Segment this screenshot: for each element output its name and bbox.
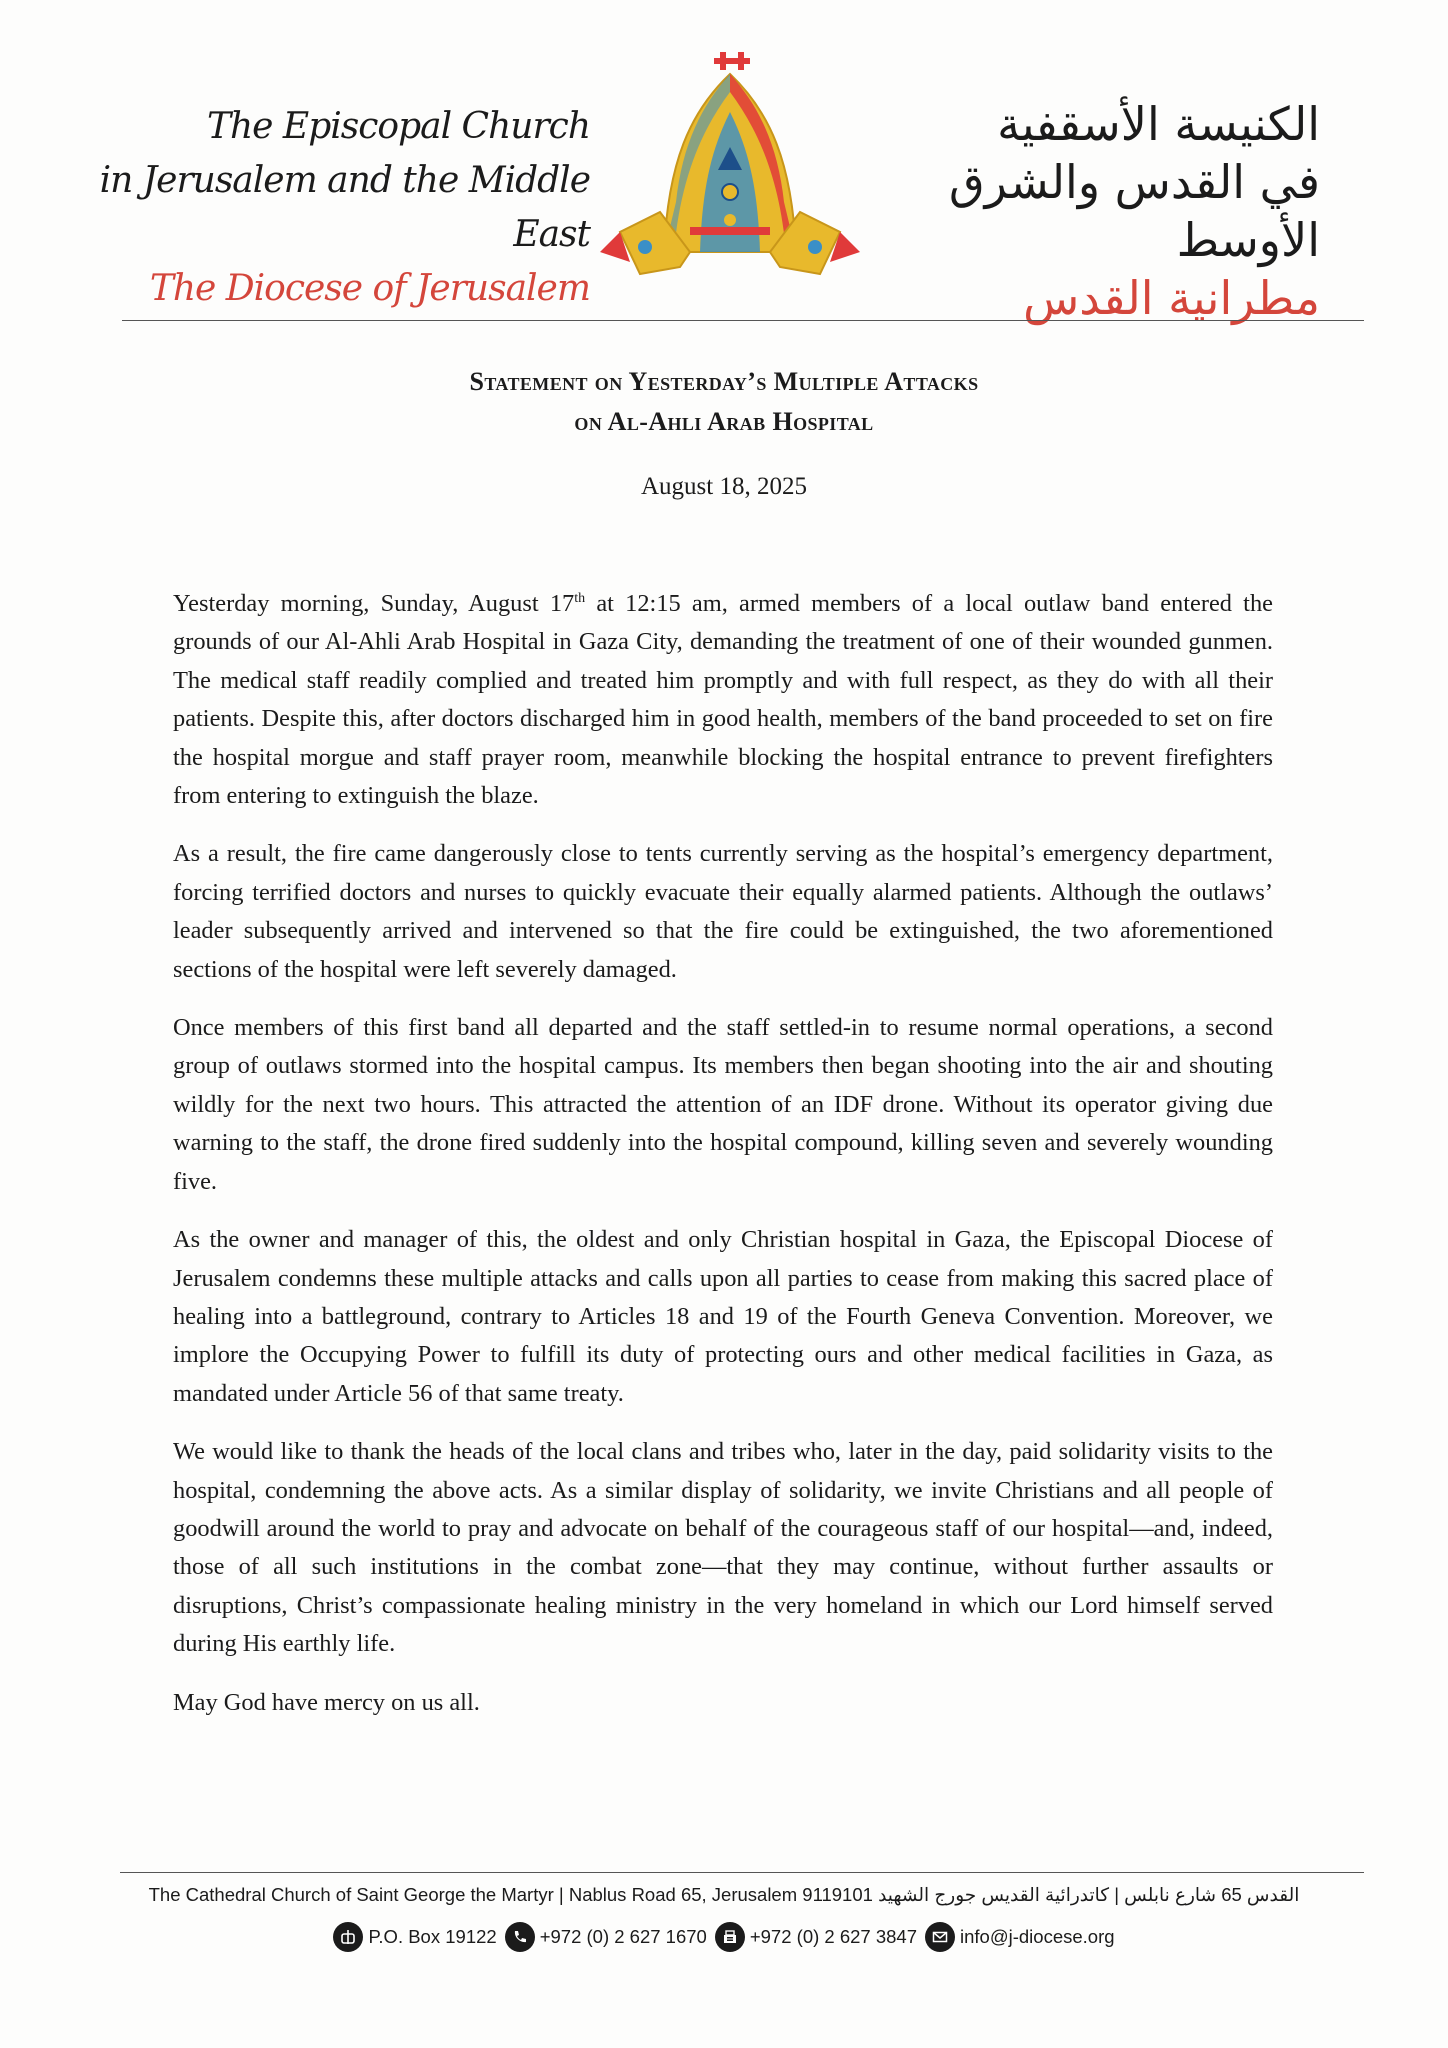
phone-icon	[505, 1922, 535, 1952]
title-line2: on Al-Ahli Arab Hospital	[574, 407, 874, 436]
church-name-line2: in Jerusalem and the Middle East	[99, 160, 590, 255]
arabic-heading	[900, 95, 1320, 327]
paragraph-6: May God have mercy on us all.	[173, 1688, 480, 1716]
pobox-icon	[333, 1922, 363, 1952]
footer-contacts	[0, 1922, 1448, 1952]
p1-start: Yesterday morning, Sunday, August 17	[173, 590, 575, 617]
diocese-name: The Diocese of Jerusalem	[149, 268, 590, 309]
paragraph-1	[173, 585, 1273, 815]
mitre-logo	[590, 52, 870, 292]
paragraph-5: We would like to thank the heads of the local clans and tribes who, later in the day, paid solidarity visits to the hospital, condemning the above acts. As a similar display of solidarity, we invite Christians and all people of goodwill around the world to pray and advocate on behalf of the courageous staff of our hospital—and, indeed, those of all such institutions in the combat zone—that they may continue, without further assaults or disruptions, Christ’s compassionate healing ministry in the very homeland in which our Lord himself served during His earthly life.	[173, 1438, 1273, 1658]
english-heading	[70, 100, 590, 316]
phone-text[interactable]: +972 (0) 2 627 1670	[539, 1926, 707, 1947]
fax-icon	[715, 1922, 745, 1952]
paragraph-3: Once members of this first band all departed and the staff settled-in to resume normal operations, a second group of outlaws stormed into the hospital campus. Its members then began shooting into the air and shouting wildly for the next two hours. This attracted the attention of an IDF drone. Without its operator giving due warning to the staff, the drone fired suddenly into the hospital compound, killing seven and severely wounding five.	[173, 1014, 1273, 1195]
email-link[interactable]: info@j-diocese.org	[960, 1926, 1115, 1947]
footer-divider	[120, 1872, 1364, 1873]
letterhead	[0, 0, 1448, 325]
p1-rest: at 12:15 am, armed members of a local outlaw band entered the grounds of our Al-Ahli Arab Hospital in Gaza City, demanding the treatment of one of their wounded gunmen. The medical staff readily complied and treated him promptly and with full respect, as they do with all their patients. Despite this, after doctors discharged him in good health, members of the band proceeded to set on fire the hospital morgue and staff prayer room, meanwhile blocking the hospital entrance to prevent firefighters from entering to extinguish the blaze.	[173, 590, 1273, 810]
fax-text: +972 (0) 2 627 3847	[749, 1926, 917, 1947]
paragraph-2: As a result, the fire came dangerously close to tents currently serving as the hospital’s emergency department, forcing terrified doctors and nurses to quickly evacuate their equally alarmed patients. Although the outlaws’ leader subsequently arrived and intervened so that the fire could be extinguished, the two aforementioned sections of the hospital were left severely damaged.	[173, 840, 1273, 983]
pobox-text: P.O. Box 19122	[368, 1926, 497, 1947]
church-name-line1: The Episcopal Church	[206, 106, 590, 147]
footer-address: The Cathedral Church of Saint George the Martyr | Nablus Road 65, Jerusalem 9119101 القدس 65 شارع نابلس | كاتدرائية القديس جورج الشهيد	[148, 1884, 1300, 1905]
statement-title	[0, 362, 1448, 442]
p1-superscript: th	[574, 590, 586, 606]
title-line1: Statement on Yesterday’s Multiple Attacks	[469, 367, 979, 396]
arabic-line3: مطرانية القدس	[1023, 271, 1320, 325]
email-icon	[925, 1922, 955, 1952]
arabic-line1: الكنيسة الأسقفية	[997, 97, 1320, 151]
statement-date: August 18, 2025	[641, 473, 807, 500]
paragraph-4: As the owner and manager of this, the oldest and only Christian hospital in Gaza, the Episcopal Diocese of Jerusalem condemns these multiple attacks and calls upon all parties to cease from making this sacred place of healing into a battleground, contrary to Articles 18 and 19 of the Fourth Geneva Convention. Moreover, we implore the Occupying Power to fulfill its duty of protecting ours and other medical facilities in Gaza, as mandated under Article 56 of that same treaty.	[173, 1226, 1273, 1407]
arabic-line2: في القدس والشرق الأوسط	[948, 155, 1320, 267]
header-divider	[122, 320, 1364, 321]
statement-body	[173, 585, 1273, 1742]
